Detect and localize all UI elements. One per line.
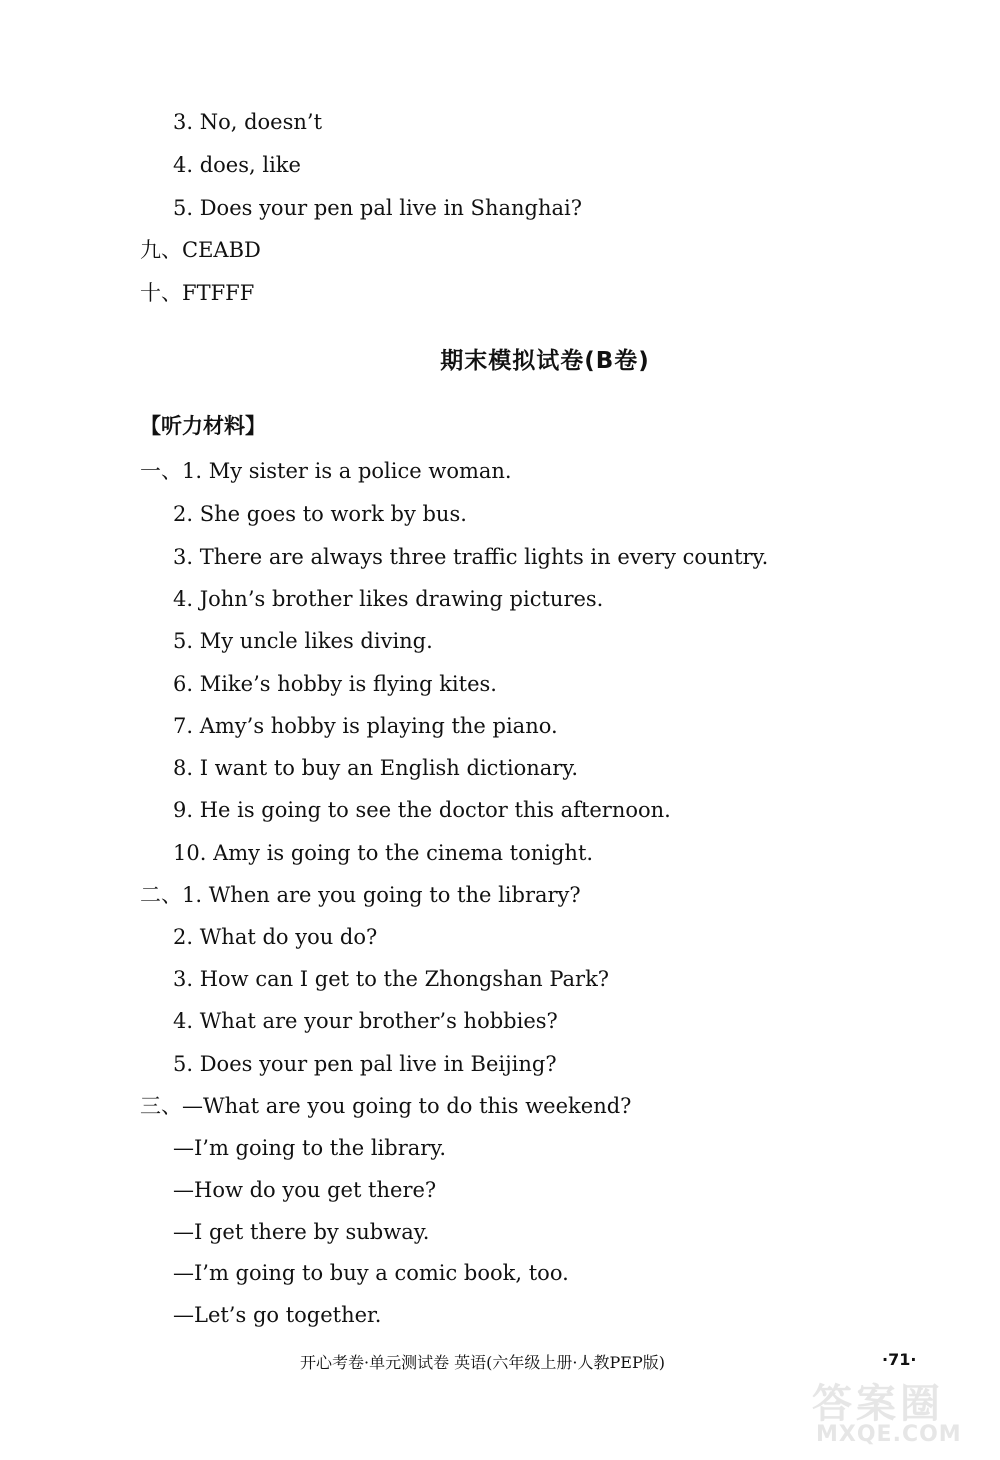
answer-line: 九、CEABD	[140, 238, 261, 262]
listening-line: 7. Amy’s hobby is playing the piano.	[173, 714, 558, 738]
page-number: ·71·	[882, 1350, 917, 1369]
watermark-logo-text: 答案圈	[812, 1381, 944, 1427]
listening-line: 10. Amy is going to the cinema tonight.	[173, 841, 594, 865]
answer-line: 十、FTFFF	[140, 281, 255, 305]
listening-line: 4. What are your brother’s hobbies?	[173, 1009, 558, 1033]
dialogue-line: —I’m going to buy a comic book, too.	[173, 1261, 569, 1285]
dialogue-line: —Let’s go together.	[173, 1303, 382, 1327]
answer-line: 3. No, doesn’t	[173, 110, 323, 134]
answer-line: 5. Does your pen pal live in Shanghai?	[173, 196, 582, 220]
listening-line: 8. I want to buy an English dictionary.	[173, 756, 579, 780]
listening-line: 5. My uncle likes diving.	[173, 629, 433, 653]
listening-line: 3. There are always three traffic lights in every country.	[173, 545, 769, 569]
listening-line: 3. How can I get to the Zhongshan Park?	[173, 967, 610, 991]
dialogue-line: —How do you get there?	[173, 1178, 437, 1202]
watermark-url: MXQE.COM	[816, 1422, 962, 1447]
listening-line: 9. He is going to see the doctor this afternoon.	[173, 798, 671, 822]
dialogue-line: —I’m going to the library.	[173, 1136, 447, 1160]
watermark	[812, 1372, 992, 1452]
listening-line: 2. What do you do?	[173, 925, 378, 949]
answer-line: 4. does, like	[173, 153, 301, 177]
listening-line: 6. Mike’s hobby is flying kites.	[173, 672, 497, 696]
section-title: 期末模拟试卷(B卷)	[440, 348, 650, 374]
listening-heading: 【听力材料】	[140, 414, 266, 438]
listening-line: 一、1. My sister is a police woman.	[140, 459, 512, 483]
dialogue-line: 三、—What are you going to do this weekend?	[140, 1094, 632, 1118]
listening-line: 5. Does your pen pal live in Beijing?	[173, 1052, 557, 1076]
dialogue-line: —I get there by subway.	[173, 1220, 430, 1244]
listening-line: 2. She goes to work by bus.	[173, 502, 467, 526]
footer-text: 开心考卷·单元测试卷 英语(六年级上册·人教PEP版)	[300, 1353, 665, 1372]
listening-line: 二、1. When are you going to the library?	[140, 883, 581, 907]
listening-line: 4. John’s brother likes drawing pictures.	[173, 587, 604, 611]
